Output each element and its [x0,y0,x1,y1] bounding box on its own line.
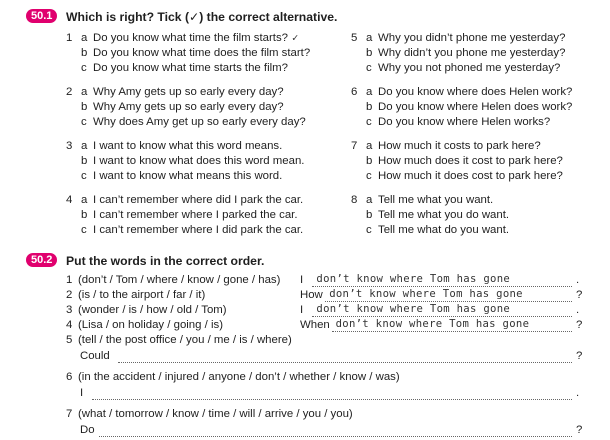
question-number: 1 [66,274,73,286]
option-text: Tell me what you do want. [378,209,510,221]
answer-option[interactable] [66,31,336,46]
answer-input-line[interactable] [92,385,572,400]
answer-option[interactable] [351,154,610,169]
option-letter: b [366,209,373,221]
exercise-item [0,369,610,385]
option-text: I want to know what means this word. [93,170,283,182]
option-letter: c [366,62,372,74]
option-text: I want to know what this word means. [93,140,283,152]
answer-option[interactable] [351,115,610,130]
option-text: I can’t remember where I did park the car. [93,224,304,236]
answer-option[interactable] [351,208,610,223]
handwritten-answer: don’t know where Tom has gone [316,303,511,315]
question-number: 2 [66,86,73,98]
option-letter: a [81,32,88,44]
answer-option[interactable] [351,85,610,100]
question-number: 4 [66,194,73,206]
option-text: Tell me what do you want. [378,224,510,236]
option-letter: b [81,101,88,113]
question-number: 7 [351,140,358,152]
answer-option[interactable] [66,100,336,115]
option-letter: c [366,116,372,128]
option-text: Why you didn’t phone me yesterday? [378,32,566,44]
answer-option[interactable] [66,139,336,154]
question-item [351,139,610,184]
option-letter: b [366,155,373,167]
answer-lead-word: I [300,304,304,316]
end-punctuation: ? [576,319,583,331]
end-punctuation: ? [576,350,583,362]
option-letter: c [81,170,87,182]
answer-option[interactable] [66,193,336,208]
option-letter: a [366,194,373,206]
option-letter: c [366,170,372,182]
exercise-50-1-instruction [66,10,337,24]
option-text: How much it does cost to park here? [378,170,563,182]
option-letter: a [81,86,88,98]
word-prompt: (what / tomorrow / know / time / will / arrive / you / you) [78,408,353,420]
question-item [351,85,610,130]
answer-option[interactable] [351,46,610,61]
handwritten-answer: don’t know where Tom has gone [316,273,511,285]
option-letter: c [81,62,87,74]
answer-option[interactable] [351,223,610,238]
option-text: Why Amy gets up so early every day? [93,101,284,113]
end-punctuation: . [576,274,580,286]
option-letter: a [366,86,373,98]
answer-option[interactable] [351,139,610,154]
question-number: 6 [66,371,73,383]
option-text: Do you know what time does the film start? [93,47,311,59]
option-text: I can’t remember where did I park the car. [93,194,304,206]
end-punctuation: . [576,304,580,316]
option-text: Do you know what time starts the film? [93,62,288,74]
answer-option[interactable] [351,100,610,115]
option-letter: b [81,47,88,59]
answer-option[interactable] [66,115,336,130]
end-punctuation: ? [576,424,583,436]
option-letter: a [366,140,373,152]
option-letter: a [81,140,88,152]
question-number: 4 [66,319,73,331]
exercise-50-2-instruction: Put the words in the correct order. [66,254,265,268]
word-prompt: (don’t / Tom / where / know / gone / has) [78,274,281,286]
question-number: 6 [351,86,358,98]
answer-option[interactable] [66,154,336,169]
option-letter: c [366,224,372,236]
answer-option[interactable] [66,85,336,100]
question-number: 8 [351,194,358,206]
instruction-text-end: ) the correct alternative. [199,10,338,24]
answer-lead-word: I [300,274,304,286]
question-number: 5 [66,334,73,346]
option-letter: b [81,155,88,167]
option-letter: c [81,116,87,128]
question-number: 1 [66,32,73,44]
question-item [351,193,610,238]
tick-symbol: ✓ [189,10,200,24]
option-letter: c [81,224,87,236]
answer-option[interactable] [351,61,610,76]
answer-option[interactable] [351,31,610,46]
word-prompt: (is / to the airport / far / it) [78,289,206,301]
exercise-item [0,406,610,422]
answer-lead-word: Could [80,350,110,362]
exercise-badge-50-1: 50.1 [26,9,57,23]
question-item [351,31,610,76]
handwritten-answer: don’t know where Tom has gone [335,318,530,330]
option-text: Do you know where Helen works? [378,116,551,128]
end-punctuation: . [576,387,580,399]
word-prompt: (Lisa / on holiday / going / is) [78,319,223,331]
option-text: Why Amy gets up so early every day? [93,86,284,98]
option-text: Why didn’t you phone me yesterday? [378,47,566,59]
tick-mark: ✓ [291,32,299,44]
option-text: Do you know what time the film starts? ✓ [93,32,299,44]
answer-option[interactable] [66,208,336,223]
answer-option[interactable] [351,193,610,208]
question-item [66,31,336,76]
exercise-item [0,332,610,348]
option-text: Tell me what you want. [378,194,494,206]
word-prompt: (wonder / is / how / old / Tom) [78,304,227,316]
question-item [66,85,336,130]
answer-option[interactable] [66,61,336,76]
handwritten-answer: don’t know where Tom has gone [329,288,523,300]
end-punctuation: ? [576,289,583,301]
option-letter: a [366,32,373,44]
answer-option[interactable] [66,223,336,238]
instruction-text-start: Which is right? Tick ( [66,10,190,24]
answer-option[interactable] [351,169,610,184]
option-letter: b [81,209,88,221]
answer-option[interactable] [66,46,336,61]
question-item [66,139,336,184]
question-number: 7 [66,408,73,420]
question-item [66,193,336,238]
answer-input-line[interactable] [118,348,572,363]
question-number: 2 [66,289,73,301]
option-text: Do you know where does Helen work? [378,86,573,98]
option-text: Do you know where Helen does work? [378,101,573,113]
option-text: I can’t remember where I parked the car. [93,209,298,221]
option-letter: b [366,47,373,59]
answer-input-line[interactable] [99,422,572,437]
answer-option[interactable] [66,169,336,184]
question-number: 5 [351,32,358,44]
answer-lead-word: How [300,289,323,301]
word-prompt: (in the accident / injured / anyone / don’t / whether / know / was) [78,371,400,383]
option-letter: a [81,194,88,206]
question-number: 3 [66,304,73,316]
word-prompt: (tell / the post office / you / me / is / where) [78,334,292,346]
answer-lead-word: When [300,319,330,331]
answer-lead-word: Do [80,424,95,436]
option-text: Why does Amy get up so early every day? [93,116,306,128]
option-text: I want to know what does this word mean. [93,155,305,167]
option-letter: b [366,101,373,113]
option-text: How much it costs to park here? [378,140,541,152]
answer-lead-word: I [80,387,84,399]
question-number: 3 [66,140,73,152]
exercise-badge-50-2: 50.2 [26,253,57,267]
option-text: How much does it cost to park here? [378,155,563,167]
option-text: Why you not phoned me yesterday? [378,62,561,74]
